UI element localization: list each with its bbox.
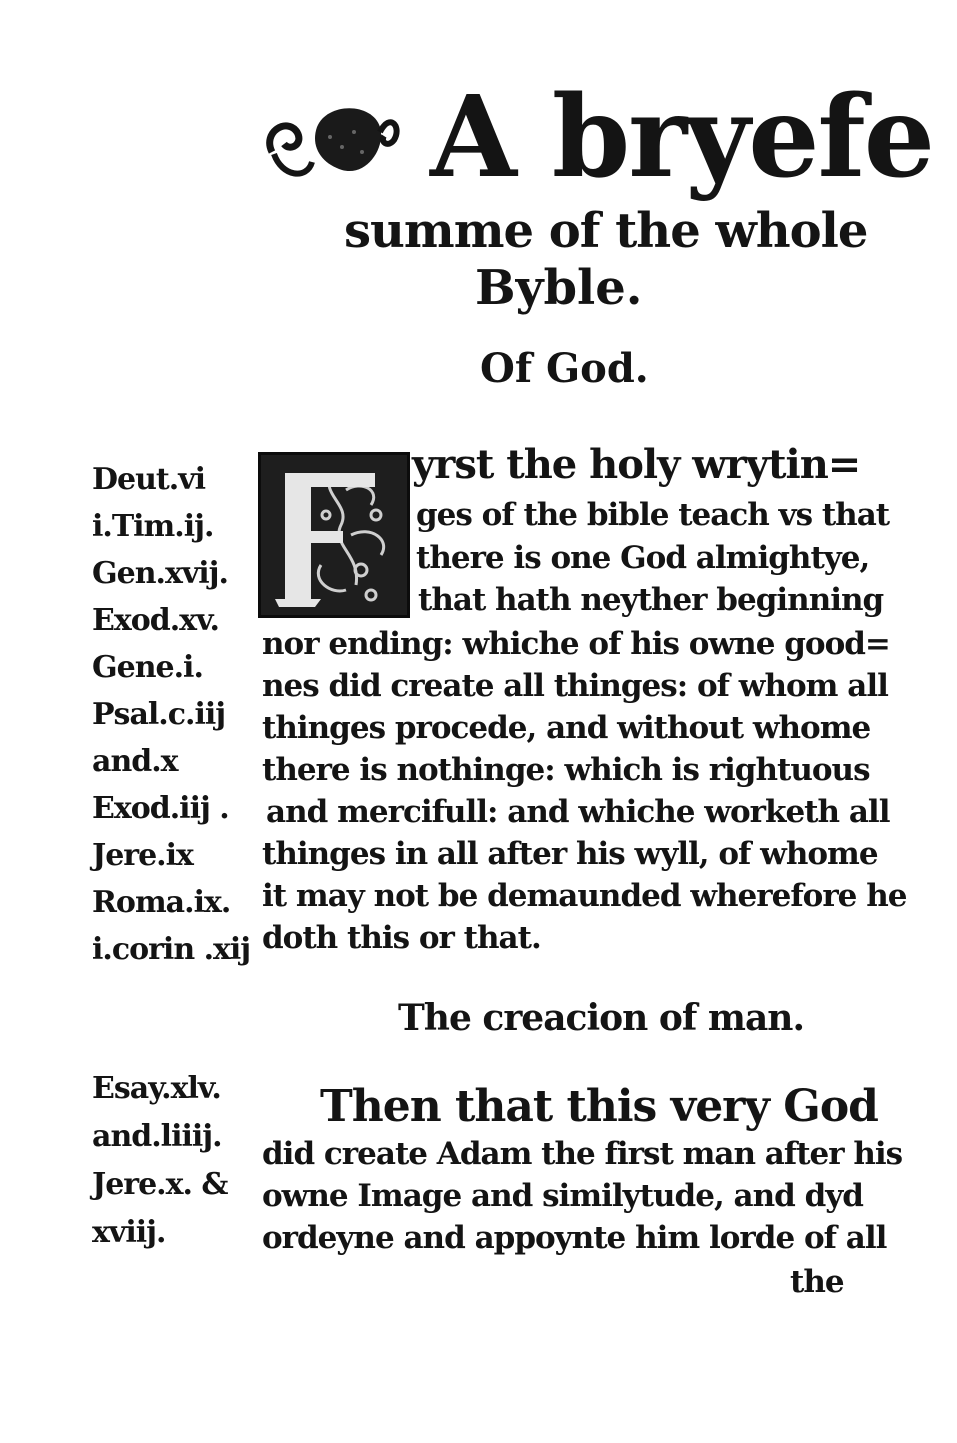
body-line: thinges in all after his wyll, of whome	[262, 836, 878, 872]
body-line: thinges procede, and without whome	[262, 710, 871, 746]
page-subtitle-line2: Byble.	[475, 260, 643, 316]
margin-ref: Gene.i.	[92, 650, 203, 685]
body-line: owne Image and similytude, and dyd	[262, 1178, 863, 1214]
section-heading-of-god: Of God.	[480, 345, 649, 392]
margin-ref: Gen.xvij.	[92, 556, 228, 591]
body-line: it may not be demaunded wherefore he	[262, 878, 907, 914]
margin-ref: and.liiij.	[92, 1119, 222, 1154]
margin-references	[92, 456, 262, 973]
section-heading-creacion-of-man: The creacion of man.	[398, 997, 804, 1039]
margin-ref: Psal.c.iij	[92, 697, 226, 732]
margin-references	[92, 1065, 262, 1257]
page-title: A bryefe	[430, 72, 933, 203]
body-line: Then that this very God	[320, 1081, 878, 1132]
margin-ref: Deut.vi	[92, 462, 206, 497]
body-line: yrst the holy wrytin=	[412, 441, 861, 488]
margin-ref: Exod.xv.	[92, 603, 219, 638]
page-subtitle: summe of the whole	[344, 203, 868, 259]
margin-ref: Roma.ix.	[92, 885, 231, 920]
margin-ref: i.corin .xij	[92, 932, 251, 967]
margin-ref: xviij.	[92, 1215, 166, 1250]
body-line: nes did create all thinges: of whom all	[262, 668, 888, 704]
margin-ref: Jere.x. &	[92, 1167, 228, 1202]
body-line: doth this or that.	[262, 920, 541, 956]
body-line: nor ending: whiche of his owne good=	[262, 626, 890, 662]
body-line: and mercifull: and whiche worketh all	[266, 794, 890, 830]
margin-ref: Esay.xlv.	[92, 1071, 221, 1106]
body-line: ges of the bible teach vs that	[416, 497, 890, 533]
margin-ref: and.x	[92, 744, 178, 779]
body-line: ordeyne and appoynte him lorde of all	[262, 1220, 887, 1256]
body-line: there is nothinge: which is rightuous	[262, 752, 870, 788]
margin-ref: Jere.ix	[92, 838, 193, 873]
body-line: did create Adam the first man after his	[262, 1136, 903, 1172]
fleuron-ornament-icon	[262, 92, 402, 192]
decorated-initial-f	[258, 452, 410, 618]
body-line: that hath neyther beginning	[418, 582, 884, 618]
margin-ref: i.Tim.ij.	[92, 509, 214, 544]
catchword: the	[790, 1264, 844, 1300]
margin-ref: Exod.iij .	[92, 791, 229, 826]
body-line: there is one God almightye,	[416, 540, 870, 576]
